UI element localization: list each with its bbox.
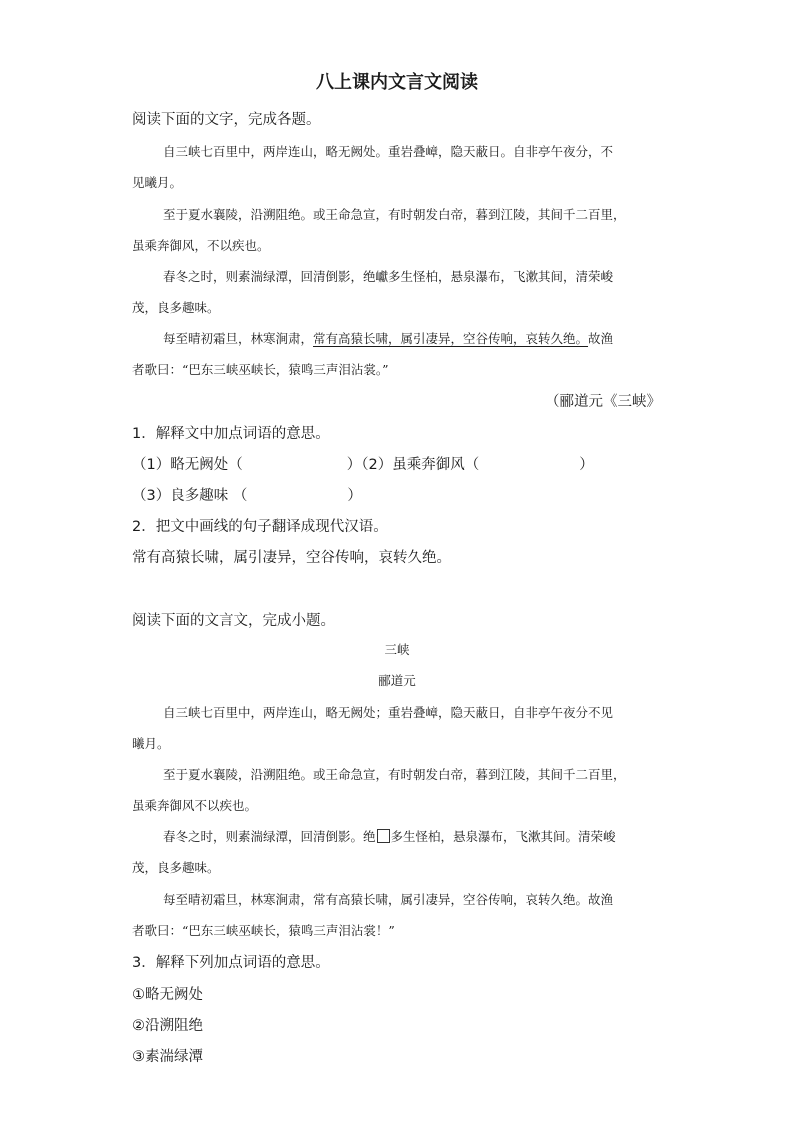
missing-character-box (377, 829, 390, 843)
passage2-line: 至于夏水襄陵，沿溯阻绝。或王命急宣，有时朝发白帝，暮到江陵，其间千二百里， (163, 767, 626, 782)
question-2-stem: 2．把文中画线的句子翻译成现代汉语。 (132, 519, 388, 535)
question-1-row (132, 484, 362, 505)
question-3-item: ②沿溯阻绝 (132, 1018, 203, 1034)
question-2-sentence: 常有高猿长啸，属引凄异，空谷传响，哀转久绝。 (132, 550, 451, 566)
q1-item-3: （3）良多趣味 （ (132, 488, 248, 504)
passage-text: 多生怪柏，悬泉瀑布，飞漱其间。清荣峻 (390, 829, 616, 844)
passage-text: 每至晴初霜旦，林寒涧肃， (163, 331, 314, 346)
passage1-line: 虽乘奔御风，不以疾也。 (132, 238, 270, 253)
section1-instruction: 阅读下面的文字，完成各题。 (132, 112, 321, 128)
passage1-line: 自三峡七百里中，两岸连山，略无阙处。重岩叠嶂，隐天蔽日。自非亭午夜分，不 (163, 144, 614, 159)
passage1-line (163, 329, 613, 347)
passage-text: 故渔 (588, 331, 614, 346)
passage1-line: 春冬之时，则素湍绿潭，回清倒影，绝巘多生怪柏，悬泉瀑布，飞漱其间，清荣峻 (163, 269, 614, 284)
section2-instruction: 阅读下面的文言文，完成小题。 (132, 613, 335, 629)
q1-item-2-close: ） (579, 457, 594, 473)
passage-text: 春冬之时，则素湍绿潭，回清倒影。绝 (163, 829, 376, 844)
passage2-line: 茂，良多趣味。 (132, 860, 220, 875)
passage-title: 三峡 (384, 642, 410, 657)
passage-author: 郦道元 (378, 673, 416, 688)
question-3-stem: 3．解释下列加点词语的意思。 (132, 955, 330, 971)
q1-item-1-close: ） (346, 457, 362, 473)
underlined-sentence: 常有高猿长啸，属引凄异，空谷传响，哀转久绝。 (313, 331, 589, 346)
passage2-line: 虽乘奔御风不以疾也。 (132, 798, 258, 813)
passage2-line: 曦月。 (132, 736, 170, 751)
q1-item-3-close: ） (347, 488, 362, 504)
passage2-line: 每至晴初霜旦，林寒涧肃，常有高猿长啸，属引凄异，空谷传响，哀转久绝。故渔 (163, 892, 614, 907)
passage1-line: 者歌曰：“巴东三峡巫峡长，猿鸣三声泪沾裳。” (132, 362, 389, 377)
question-3-item: ③素湍绿潭 (132, 1049, 203, 1065)
question-1-row (132, 453, 594, 474)
passage1-line: 见曦月。 (132, 175, 183, 190)
passage2-line (163, 827, 616, 845)
question-1-stem: 1．解释文中加点词语的意思。 (132, 426, 330, 442)
passage1-line: 茂，良多趣味。 (132, 300, 220, 315)
passage2-line: 者歌曰：“巴东三峡巫峡长，猿鸣三声泪沾裳！” (132, 923, 395, 938)
q1-item-1: （1）略无阙处（ (132, 457, 243, 473)
page-title: 八上课内文言文阅读 (316, 72, 478, 93)
passage-source: （郦道元《三峡》 (545, 394, 661, 410)
q1-item-2: （2）虽乘奔御风（ (361, 457, 480, 473)
passage2-line: 自三峡七百里中，两岸连山，略无阙处；重岩叠嶂，隐天蔽日，自非亭午夜分不见 (163, 705, 614, 720)
question-3-item: ①略无阙处 (132, 987, 203, 1003)
passage1-line: 至于夏水襄陵，沿溯阻绝。或王命急宣，有时朝发白帝，暮到江陵，其间千二百里， (163, 207, 626, 222)
